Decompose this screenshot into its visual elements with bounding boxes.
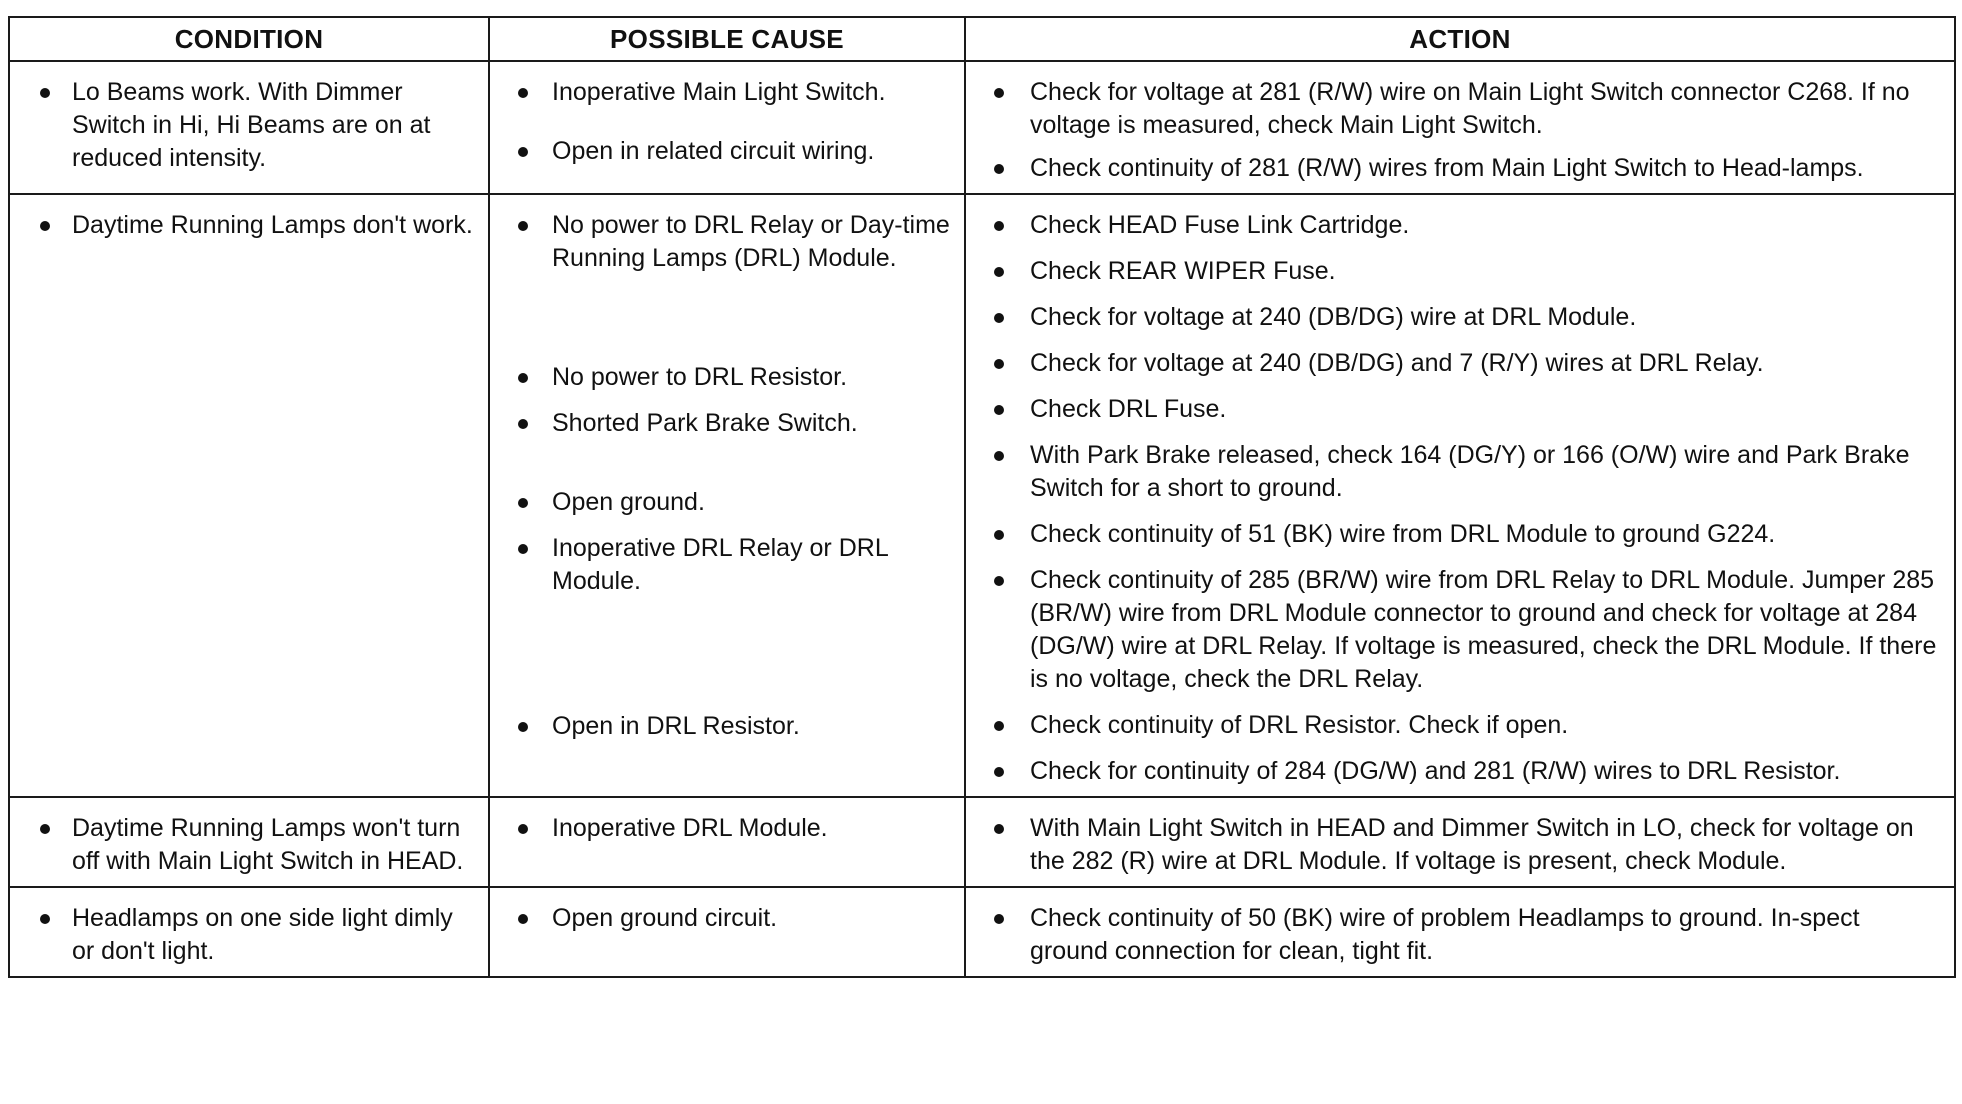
list-item: Daytime Running Lamps won't turn off with Main Light Switch in HEAD. [10, 812, 488, 878]
list-item: Check continuity of 51 (BK) wire from DRL Module to ground G224. [966, 518, 1954, 551]
list-item: Open in DRL Resistor. [490, 710, 964, 743]
bullet-icon [518, 373, 528, 383]
list-item: Check REAR WIPER Fuse. [966, 255, 1954, 288]
bullet-icon [40, 88, 50, 98]
table-row [9, 797, 1955, 887]
bullet-icon [518, 419, 528, 429]
bullet-icon [994, 824, 1004, 834]
list-item: Check continuity of 50 (BK) wire of problem Headlamps to ground. In-spect ground connection for clean, tight fit. [966, 902, 1954, 968]
bullet-icon [40, 824, 50, 834]
bullet-icon [994, 576, 1004, 586]
bullet-icon [994, 267, 1004, 277]
bullet-icon [994, 914, 1004, 924]
bullet-icon [994, 221, 1004, 231]
bullet-icon [994, 405, 1004, 415]
condition-cell [9, 887, 489, 977]
list-item: Check for voltage at 281 (R/W) wire on Main Light Switch connector C268. If no voltage is measured, check Main Light Switch. [966, 76, 1954, 142]
list-item: Check continuity of 285 (BR/W) wire from DRL Relay to DRL Module. Jumper 285 (BR/W) wire from DRL Module connector to ground and check for voltage at 284 (DG/W) wire at DRL Relay. If voltage is measured, check the DRL Module. If there is no voltage, check the DRL Relay. [966, 564, 1954, 696]
header-condition: CONDITION [9, 17, 489, 61]
cause-cell [489, 194, 965, 797]
list-item: Check HEAD Fuse Link Cartridge. [966, 209, 1954, 242]
list-item: Open in related circuit wiring. [490, 135, 964, 168]
diagnosis-table [8, 16, 1956, 978]
cause-cell [489, 797, 965, 887]
bullet-icon [994, 767, 1004, 777]
list-item: Open ground. [490, 486, 964, 519]
list-item: Check DRL Fuse. [966, 393, 1954, 426]
list-item: Daytime Running Lamps don't work. [10, 209, 488, 242]
table-row [9, 887, 1955, 977]
action-cell [965, 797, 1955, 887]
bullet-icon [518, 498, 528, 508]
bullet-icon [518, 824, 528, 834]
bullet-icon [994, 359, 1004, 369]
cause-cell [489, 887, 965, 977]
list-item: Inoperative DRL Relay or DRL Module. [490, 532, 964, 598]
bullet-icon [994, 88, 1004, 98]
bullet-icon [518, 914, 528, 924]
list-item: Open ground circuit. [490, 902, 964, 935]
action-cell [965, 61, 1955, 194]
condition-cell [9, 797, 489, 887]
bullet-icon [994, 313, 1004, 323]
bullet-icon [994, 530, 1004, 540]
list-item: With Main Light Switch in HEAD and Dimmer Switch in LO, check for voltage on the 282 (R) wire at DRL Module. If voltage is present, check Module. [966, 812, 1954, 878]
action-cell [965, 887, 1955, 977]
list-item: Check continuity of 281 (R/W) wires from Main Light Switch to Head-lamps. [966, 152, 1954, 185]
cause-cell [489, 61, 965, 194]
bullet-icon [40, 914, 50, 924]
bullet-icon [994, 164, 1004, 174]
list-item: Inoperative DRL Module. [490, 812, 964, 845]
list-item: Check for continuity of 284 (DG/W) and 281 (R/W) wires to DRL Resistor. [966, 755, 1954, 788]
bullet-icon [40, 221, 50, 231]
action-cell [965, 194, 1955, 797]
list-item: Lo Beams work. With Dimmer Switch in Hi, Hi Beams are on at reduced intensity. [10, 76, 488, 175]
list-item: Check for voltage at 240 (DB/DG) wire at DRL Module. [966, 301, 1954, 334]
table-row [9, 61, 1955, 194]
header-row [9, 17, 1955, 61]
bullet-icon [518, 722, 528, 732]
bullet-icon [994, 721, 1004, 731]
bullet-icon [518, 147, 528, 157]
list-item: Headlamps on one side light dimly or don't light. [10, 902, 488, 968]
table-row [9, 194, 1955, 797]
bullet-icon [994, 451, 1004, 461]
condition-cell [9, 61, 489, 194]
list-item: Check continuity of DRL Resistor. Check if open. [966, 709, 1954, 742]
condition-cell [9, 194, 489, 797]
header-action: ACTION [965, 17, 1955, 61]
bullet-icon [518, 88, 528, 98]
list-item: No power to DRL Relay or Day-time Running Lamps (DRL) Module. [490, 209, 964, 275]
list-item: Check for voltage at 240 (DB/DG) and 7 (R/Y) wires at DRL Relay. [966, 347, 1954, 380]
header-possible-cause: POSSIBLE CAUSE [489, 17, 965, 61]
list-item: Inoperative Main Light Switch. [490, 76, 964, 109]
list-item: No power to DRL Resistor. [490, 361, 964, 394]
list-item: With Park Brake released, check 164 (DG/Y) or 166 (O/W) wire and Park Brake Switch for a short to ground. [966, 439, 1954, 505]
list-item: Shorted Park Brake Switch. [490, 407, 964, 440]
bullet-icon [518, 544, 528, 554]
bullet-icon [518, 221, 528, 231]
